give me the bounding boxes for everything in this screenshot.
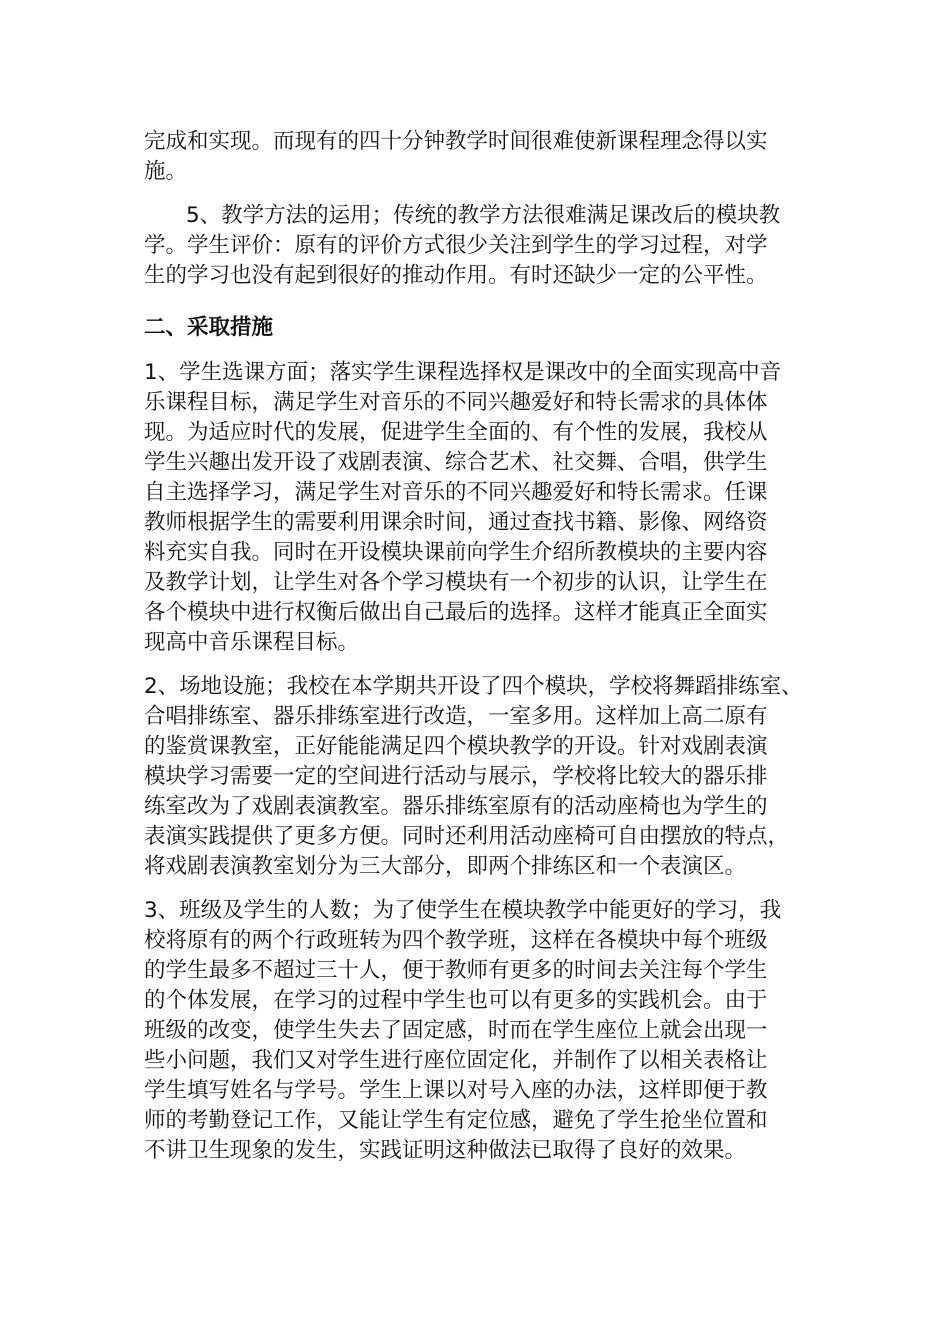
- text-line: 施。: [144, 159, 188, 184]
- text-line: 些小问题，我们又对学生进行座位固定化，并制作了以相关表格让: [144, 1048, 768, 1073]
- paragraph-class-size: [144, 896, 812, 1166]
- paragraph-teaching-methods: [144, 201, 812, 291]
- text-line: 师的考勤登记工作，又能让学生有定位感，避免了学生抢坐位置和: [144, 1108, 768, 1133]
- text-line: 不讲卫生现象的发生，实践证明这种做法已取得了良好的效果。: [144, 1138, 747, 1163]
- text-line: 5、教学方法的运用；传统的教学方法很难满足课改后的模块教: [186, 203, 781, 228]
- text-line: 表演实践提供了更多方便。同时还利用活动座椅可自由摆放的特点，: [144, 824, 790, 849]
- text-line: 教师根据学生的需要利用课余时间，通过查找书籍、影像、网络资: [144, 510, 768, 535]
- text-line: 的个体发展，在学习的过程中学生也可以有更多的实践机会。由于: [144, 988, 768, 1013]
- text-line: 料充实自我。同时在开设模块课前向学生介绍所教模块的主要内容: [144, 540, 768, 565]
- text-line: 的学生最多不超过三十人，便于教师有更多的时间去关注每个学生: [144, 958, 768, 983]
- text-line: 学。学生评价：原有的评价方式很少关注到学生的学习过程，对学: [144, 233, 768, 258]
- text-line: 及教学计划，让学生对各个学习模块有一个初步的认识，让学生在: [144, 570, 768, 595]
- section-heading: 二、采取措施: [144, 315, 274, 340]
- text-line: 现。为适应时代的发展，促进学生全面的、有个性的发展，我校从: [144, 420, 768, 445]
- paragraph-facilities: [144, 672, 812, 882]
- paragraph-course-selection: [144, 358, 812, 658]
- text-line: 练室改为了戏剧表演教室。器乐排练室原有的活动座椅也为学生的: [144, 794, 768, 819]
- text-line: 2、场地设施；我校在本学期共开设了四个模块，学校将舞蹈排练室、: [144, 674, 803, 699]
- document-body: [144, 127, 812, 1180]
- text-line: 自主选择学习，满足学生对音乐的不同兴趣爱好和特长需求。任课: [144, 480, 768, 505]
- text-line: 合唱排练室、器乐排练室进行改造，一室多用。这样加上高二原有: [144, 704, 768, 729]
- text-line: 学生兴趣出发开设了戏剧表演、综合艺术、社交舞、合唱，供学生: [144, 450, 768, 475]
- text-line: 1、学生选课方面；落实学生课程选择权是课改中的全面实现高中音: [144, 360, 782, 385]
- text-line: 学生填写姓名与学号。学生上课以对号入座的办法，这样即便于教: [144, 1078, 768, 1103]
- text-line: 生的学习也没有起到很好的推动作用。有时还缺少一定的公平性。: [144, 263, 768, 288]
- paragraph-continuation: [144, 127, 812, 187]
- text-line: 校将原有的两个行政班转为四个教学班，这样在各模块中每个班级: [144, 928, 768, 953]
- text-line: 将戏剧表演教室划分为三大部分，即两个排练区和一个表演区。: [144, 854, 747, 879]
- text-line: 模块学习需要一定的空间进行活动与展示，学校将比较大的器乐排: [144, 764, 768, 789]
- text-line: 现高中音乐课程目标。: [144, 630, 360, 655]
- text-line: 3、班级及学生的人数；为了使学生在模块教学中能更好的学习，我: [144, 898, 782, 923]
- text-line: 各个模块中进行权衡后做出自己最后的选择。这样才能真正全面实: [144, 600, 768, 625]
- text-line: 班级的改变，使学生失去了固定感，时而在学生座位上就会出现一: [144, 1018, 768, 1043]
- text-line: 的鉴赏课教室，正好能能满足四个模块教学的开设。针对戏剧表演: [144, 734, 768, 759]
- text-line: 乐课程目标，满足学生对音乐的不同兴趣爱好和特长需求的具体体: [144, 390, 768, 415]
- text-line: 完成和实现。而现有的四十分钟教学时间很难使新课程理念得以实: [144, 129, 768, 154]
